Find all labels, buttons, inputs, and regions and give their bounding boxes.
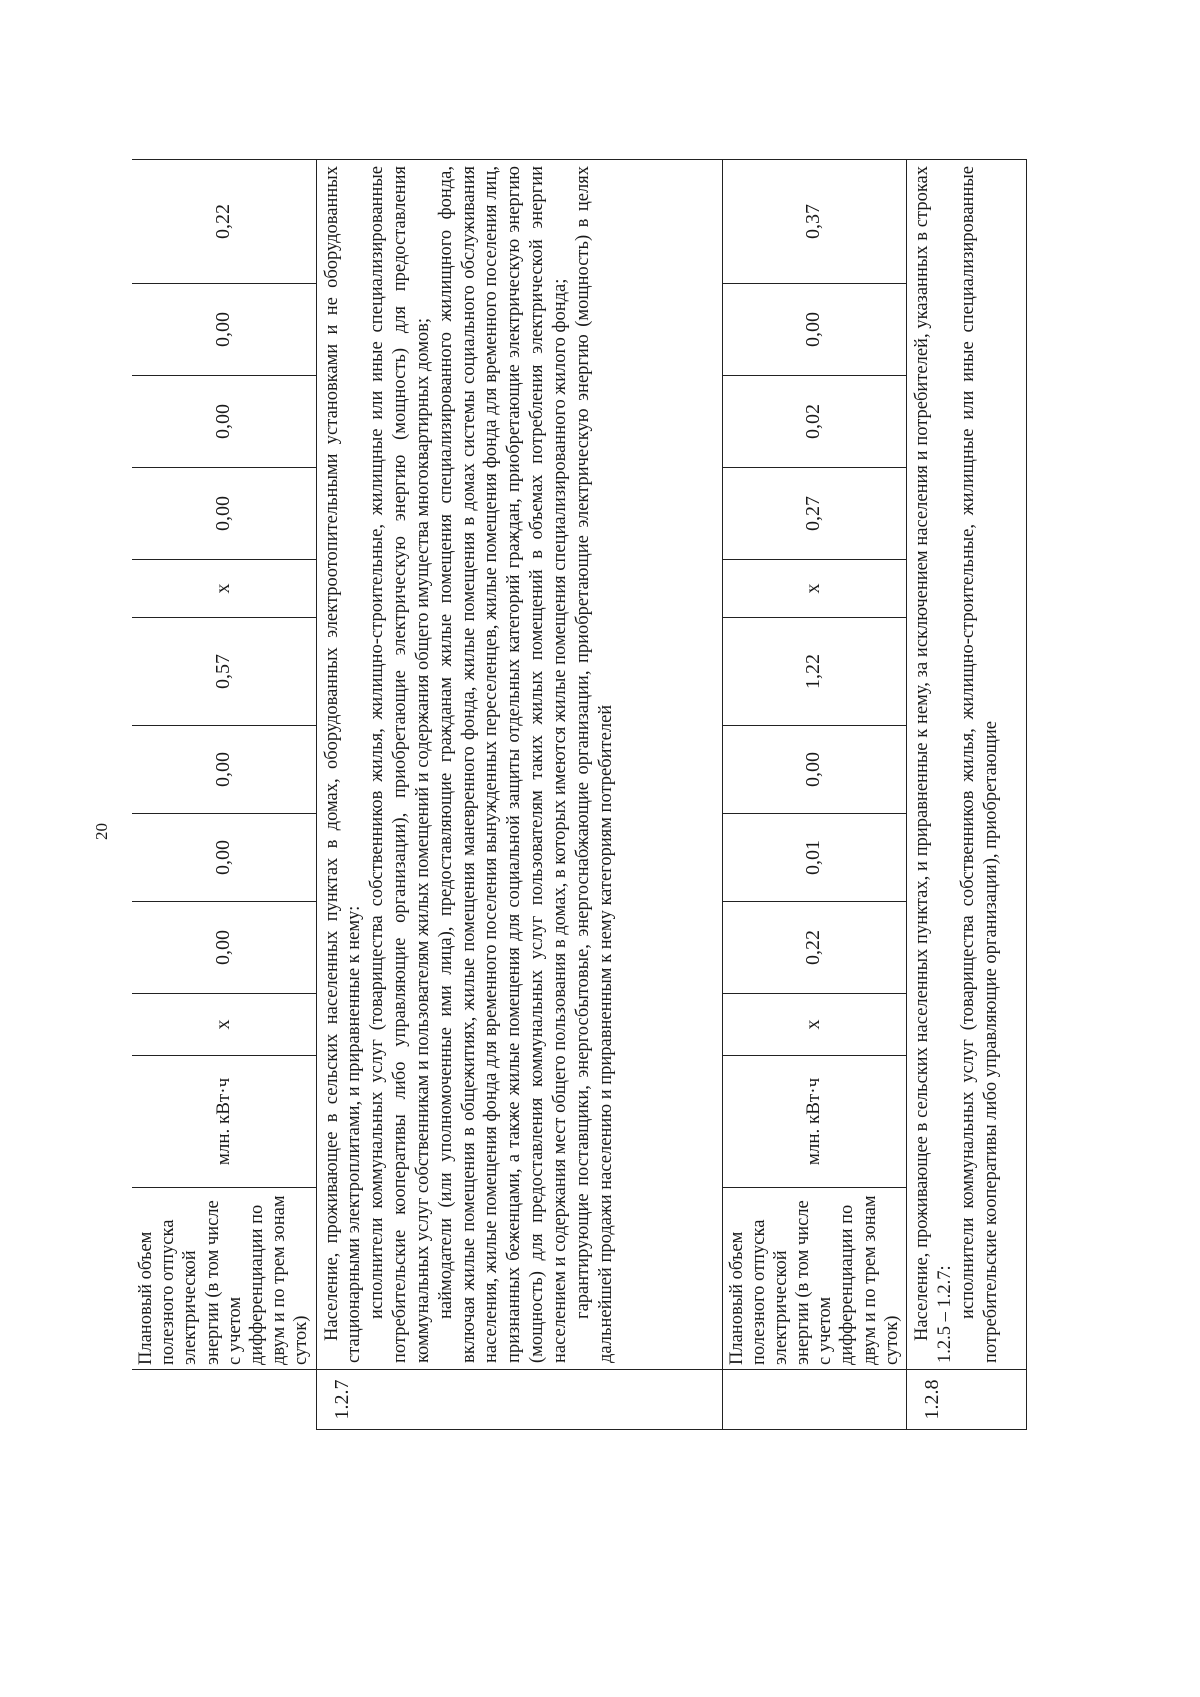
value-cell: 0,27 <box>722 468 907 560</box>
description-paragraph: исполнители коммунальных услуг (товарищества собственников жилья, жилищно-строительные, жилищные или иные специализированные потребительские кооперативы либо управляющие организации), приобретающие <box>957 166 1001 1363</box>
value-cell: 0,57 <box>132 618 316 726</box>
table-row <box>722 160 907 1430</box>
row-number: 1.2.8 <box>907 1370 1027 1430</box>
tariff-table-landscape <box>132 160 1092 1430</box>
description-paragraph: Население, проживающее в сельских населенных пунктах, и приравненные к нему, за исключением населения и потребителей, указанных в строках 1.2.5 – 1.2.7: <box>912 166 955 1363</box>
value-cell: 0,00 <box>132 284 316 376</box>
value-cell: 0,00 <box>132 726 316 814</box>
page-number: 20 <box>92 823 111 840</box>
description-paragraph: исполнители коммунальных услуг (товарищества собственников жилья, жилищно-строительные, жилищные или иные специализированные потребительские кооперативы либо управляющие организации), приобретающие электрическую энергию (мощность) для предоставления коммунальных услуг собственникам и пользователям жилых помещений и содержания общего имущества многоквартирных домов; <box>367 166 433 1363</box>
row-number <box>132 1370 316 1430</box>
value-cell: 0,00 <box>132 814 316 902</box>
row-number <box>722 1370 907 1430</box>
value-cell: 0,01 <box>722 814 907 902</box>
indicator-name: Плановый объем полезного отпуска электрической энергии (в том числе с учетом дифференциации по двум и по трем зонам суток) <box>722 1188 907 1370</box>
value-cell: х <box>132 560 316 618</box>
value-cell: х <box>722 560 907 618</box>
value-cell: 0,00 <box>722 726 907 814</box>
unit-cell: млн. кВт·ч <box>722 1056 907 1188</box>
description-paragraph: гарантирующие поставщики, энергосбытовые, энергоснабжающие организации, приобретающие электрическую энергию (мощность) в целях дальнейшей продажи населению и приравненным к нему категориям потребителей <box>572 166 616 1363</box>
value-cell: х <box>722 994 907 1056</box>
value-cell: 0,02 <box>722 376 907 468</box>
value-cell: 1,22 <box>722 618 907 726</box>
table-row <box>907 160 1027 1430</box>
consumer-group-description <box>907 160 1027 1370</box>
table-row <box>132 160 316 1430</box>
description-paragraph: Население, проживающее в сельских населенных пунктах в домах, оборудованных электроотопительными установками и не оборудованных стационарными электроплитами, и приравненные к нему: <box>321 166 365 1363</box>
description-paragraph: наймодатели (или уполномоченные ими лица), предоставляющие гражданам жилые помещения специализированного жилищного фонда, включая жилые помещения в общежитиях, жилые помещения маневренного фонда, жилые помещения в домах системы социального обслуживания населения, жилые помещения фонда для временного поселения вынужденных переселенцев, жилые помещения фонда для временного поселения лиц, признанных беженцами, а также жилые помещения для социальной защиты отдельных категорий граждан, приобретающие электрическую энергию (мощность) для предоставления коммунальных услуг пользователям таких жилых помещений в объемах потребления электрической энергии населением и содержания мест общего пользования в домах, в которых имеются жилые помещения специализированного жилого фонда; <box>435 166 570 1363</box>
value-cell: 0,22 <box>132 160 316 284</box>
unit-cell: млн. кВт·ч <box>132 1056 316 1188</box>
value-cell: 0,22 <box>722 902 907 994</box>
value-cell: х <box>132 994 316 1056</box>
indicator-name: Плановый объем полезного отпуска электрической энергии (в том числе с учетом дифференциации по двум и по трем зонам суток) <box>132 1188 316 1370</box>
value-cell: 0,37 <box>722 160 907 284</box>
table-row <box>316 160 722 1430</box>
value-cell: 0,00 <box>132 468 316 560</box>
row-number: 1.2.7 <box>316 1370 722 1430</box>
consumer-group-description <box>316 160 722 1370</box>
tariff-table <box>132 159 1027 1430</box>
value-cell: 0,00 <box>132 902 316 994</box>
value-cell: 0,00 <box>132 376 316 468</box>
value-cell: 0,00 <box>722 284 907 376</box>
